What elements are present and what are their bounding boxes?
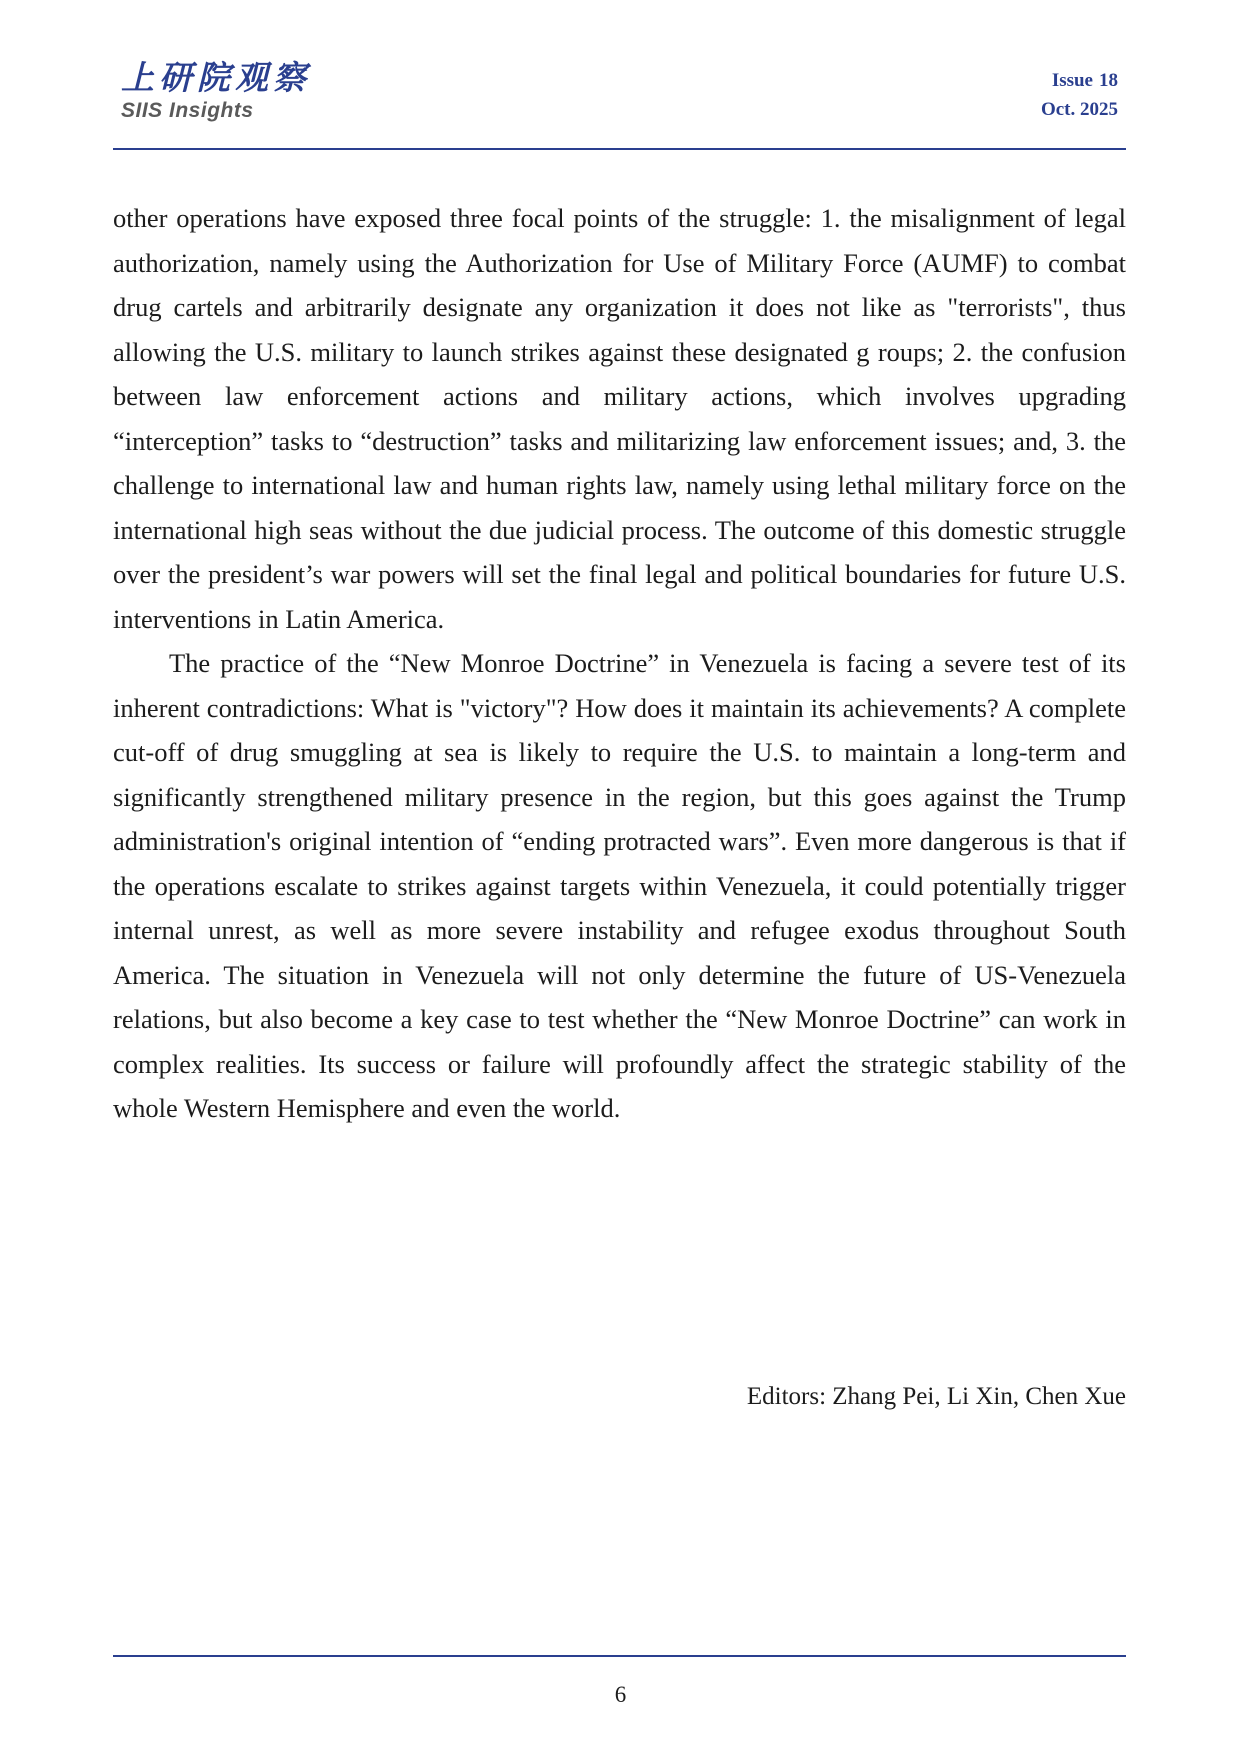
publication-logo [121, 62, 521, 123]
page-body [113, 196, 1126, 1131]
issue-line [1041, 66, 1118, 95]
issue-info [1041, 66, 1118, 125]
footer-divider [113, 1655, 1126, 1657]
header-divider [113, 148, 1126, 150]
issue-label: Issue [1051, 70, 1093, 91]
paragraph-continuation: other operations have exposed three focal points of the struggle: 1. the misalignment of legal authorization, namely using the Authorization for Use of Military Force (AUMF) to combat drug cartels and arbitrarily designate any organization it does not like as "terrorists", thus allowing the U.S. military to launch strikes against these designated g roups; 2. the confusion between law enforcement actions and military actions, which involves upgrading “interception” tasks to “destruction” tasks and militarizing law enforcement issues; and, 3. the challenge to international law and human rights law, namely using lethal military force on the international high seas without the due judicial process. The outcome of this domestic struggle over the president’s war powers will set the final legal and political boundaries for future U.S. interventions in Latin America. [113, 203, 1126, 634]
editors-credit: Editors: Zhang Pei, Li Xin, Chen Xue [746, 1383, 1126, 1410]
issue-date: Oct. 2025 [1040, 99, 1118, 121]
brand-name-english: SIIS Insights [121, 98, 254, 122]
page-number: 6 [614, 1682, 627, 1707]
page-header [113, 44, 1126, 144]
issue-number: 18 [1099, 70, 1118, 91]
brand-name-chinese: 上研院观察 [121, 61, 311, 97]
paragraph-new-monroe-doctrine: The practice of the “New Monroe Doctrine” in Venezuela is facing a severe test of its inherent contradictions: What is "victory"? How does it maintain its achievements? A complete cut-off of drug smuggling at sea is likely to require the U.S. to maintain a long-term and significantly strengthened military presence in the region, but this goes against the Trump administration's original intention of “ending protracted wars”. Even more dangerous is that if the operations escalate to strikes against targets within Venezuela, it could potentially trigger internal unrest, as well as more severe instability and refugee exodus throughout South America. The situation in Venezuela will not only determine the future of US-Venezuela relations, but also become a key case to test whether the “New Monroe Doctrine” can work in complex realities. Its success or failure will profoundly affect the strategic stability of the whole Western Hemisphere and even the world. [113, 648, 1126, 1123]
